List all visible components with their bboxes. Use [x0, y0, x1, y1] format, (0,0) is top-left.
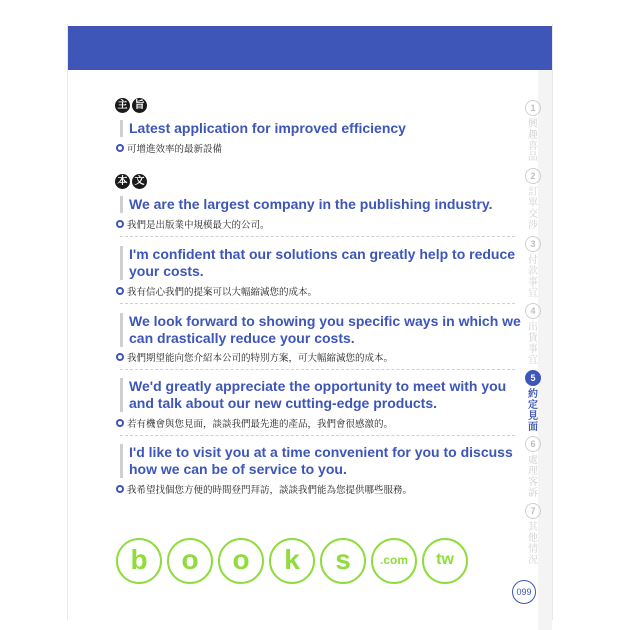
watermark-letter: b: [116, 538, 162, 584]
chapter-number: 3: [525, 236, 541, 252]
chapter-tab-4[interactable]: [521, 303, 545, 366]
chapter-number: 7: [525, 503, 541, 519]
divider: [120, 303, 515, 304]
sentence-chinese-text: 我們是出版業中規模最大的公司。: [127, 220, 270, 231]
sentence-english: We look forward to showing you specific ways in which we can drastically reduce your costs.: [120, 313, 524, 347]
chapter-number: 4: [525, 303, 541, 319]
sentence-english: We'd greatly appreciate the opportunity to meet with you and talk about our new cutting-edge products.: [120, 378, 524, 412]
sentence-chinese-text: 我有信心我們的提案可以大幅縮減您的成本。: [127, 287, 318, 298]
sentence-chinese-text: 我們期望能向您介紹本公司的特別方案，可大幅縮減您的成本。: [127, 353, 394, 364]
chapter-label: 其他情況: [528, 522, 538, 566]
chapter-tab-6[interactable]: [521, 436, 545, 499]
chapter-label: 處理客訴: [528, 455, 538, 499]
watermark-letter: o: [167, 538, 213, 584]
chapter-number: 5: [525, 370, 541, 386]
bullet-icon: [116, 144, 124, 152]
watermark: [116, 538, 468, 584]
chapter-label: 出貨事宜: [528, 322, 538, 366]
topic-heading: [115, 98, 147, 113]
topic-heading-char: 旨: [132, 98, 147, 113]
topic-chinese-text: 可增進效率的最新設備: [127, 144, 223, 155]
chapter-tab-7[interactable]: [521, 503, 545, 566]
body-heading-char: 本: [115, 174, 130, 189]
chapter-label: 付款事宜: [528, 255, 538, 299]
chapter-number: 6: [525, 436, 541, 452]
sentence-chinese-text: 我希望找個您方便的時間登門拜訪，談談我們能為您提供哪些服務。: [127, 485, 413, 496]
chapter-tab-1[interactable]: [521, 100, 545, 163]
chapter-label: 訂單交涉: [528, 187, 538, 231]
chapter-tab-3[interactable]: [521, 236, 545, 299]
topic-english: Latest application for improved efficiency: [120, 120, 524, 137]
watermark-letter: .com: [371, 538, 417, 584]
bullet-icon: [116, 485, 124, 493]
chapter-label: 約定見面: [528, 389, 538, 433]
bullet-icon: [116, 287, 124, 295]
sentence-chinese: [116, 416, 393, 430]
body-heading: [115, 174, 147, 189]
sentence-chinese-text: 若有機會與您見面，談談我們最先進的產品，我們會很感激的。: [127, 419, 394, 430]
sentence-chinese: [116, 284, 317, 298]
bullet-icon: [116, 220, 124, 228]
divider: [120, 369, 515, 370]
bullet-icon: [116, 419, 124, 427]
sentence-chinese: [116, 482, 412, 496]
sentence-chinese: [116, 350, 393, 364]
page-number: 099: [512, 580, 536, 604]
watermark-letter: tw: [422, 538, 468, 584]
sentence-english: I'd like to visit you at a time convenient for you to discuss how we can be of service to you.: [120, 444, 524, 478]
watermark-letter: s: [320, 538, 366, 584]
topic-chinese: [116, 141, 222, 155]
body-heading-char: 文: [132, 174, 147, 189]
watermark-letter: k: [269, 538, 315, 584]
divider: [120, 236, 515, 237]
bullet-icon: [116, 353, 124, 361]
sentence-chinese: [116, 217, 270, 231]
chapter-label: 興趣喜品: [528, 119, 538, 163]
chapter-tab-2[interactable]: [521, 168, 545, 231]
chapter-number: 2: [525, 168, 541, 184]
header-banner: [68, 26, 552, 70]
chapter-tab-5[interactable]: [521, 370, 545, 433]
sentence-english: I'm confident that our solutions can greatly help to reduce your costs.: [120, 246, 524, 280]
divider: [120, 435, 515, 436]
watermark-letter: o: [218, 538, 264, 584]
chapter-number: 1: [525, 100, 541, 116]
sentence-english: We are the largest company in the publishing industry.: [120, 196, 524, 213]
topic-heading-char: 主: [115, 98, 130, 113]
